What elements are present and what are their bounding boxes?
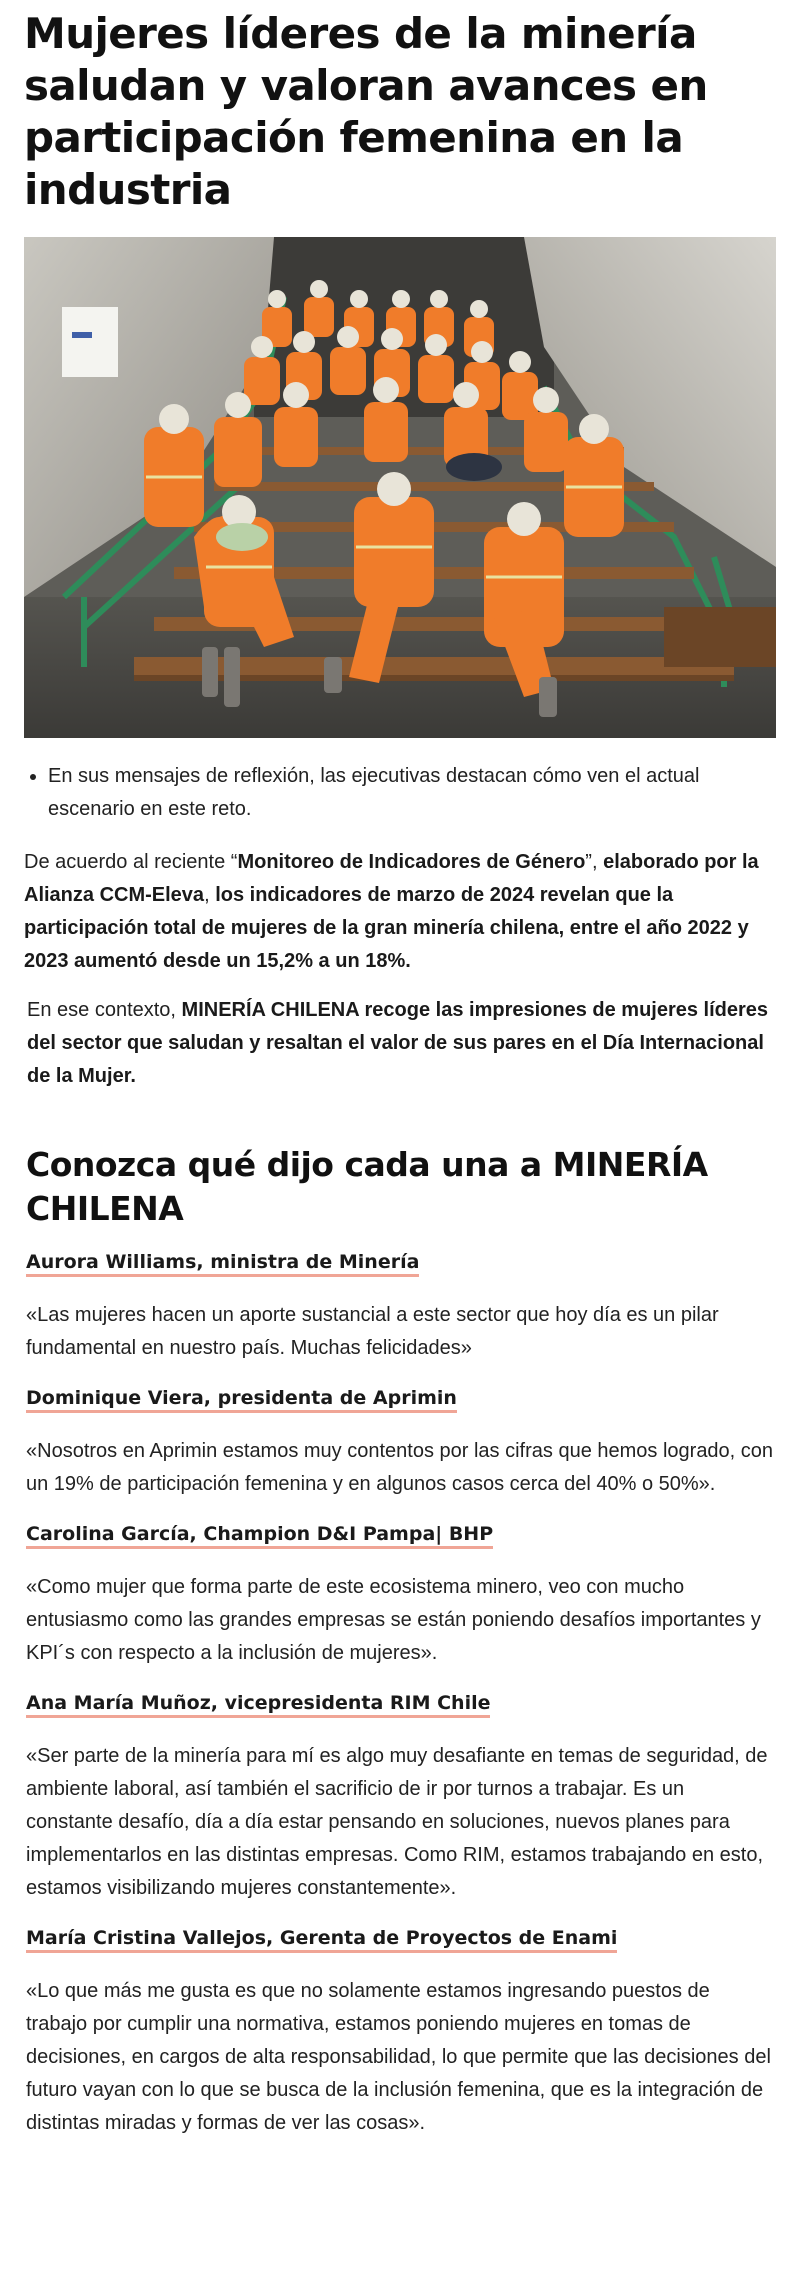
testimonials	[24, 1247, 776, 2140]
testimonial-speaker	[26, 1247, 776, 1277]
testimonial	[24, 1688, 776, 1905]
intro-text: ”,	[585, 851, 604, 873]
testimonial	[24, 1519, 776, 1670]
hero-image	[24, 237, 776, 738]
speaker-name: Carolina García, Champion D&I Pampa| BHP	[26, 1523, 493, 1549]
context-text: En ese contexto,	[27, 999, 182, 1021]
summary-bullet: • En sus mensajes de reflexión, las ejecutivas destacan cómo ven el actual escenario en este reto.	[48, 760, 776, 826]
testimonial-quote: «Lo que más me gusta es que no solamente estamos ingresando puestos de trabajo por cumplir una normativa, estamos poniendo mujeres en tomas de decisiones, en cargos de alta responsabilidad, lo que permite que las decisiones del futuro vayan con lo que se busca de la inclusión femenina, que es la integración de distintas miradas y formas de ver las cosas».	[26, 1980, 771, 2134]
intro-bold-findings: los indicadores de marzo de 2024 revelan que la participación total de mujeres de la gran minería chilena, entre el año 2022 y 2023 aumentó desde un 15,2% a un 18%.	[24, 884, 749, 972]
speaker-name: Ana María Muñoz, vicepresidenta RIM Chile	[26, 1692, 490, 1718]
testimonial-speaker	[26, 1383, 776, 1413]
summary-bullets	[24, 760, 776, 826]
testimonial	[24, 1923, 776, 2140]
intro-bold-author: elaborado por la Alianza CCM-Eleva	[24, 851, 759, 906]
intro-paragraph	[24, 846, 776, 978]
testimonial-speaker	[26, 1688, 776, 1718]
testimonial	[24, 1383, 776, 1501]
testimonial	[24, 1247, 776, 1365]
article-headline: Mujeres líderes de la minería saludan y valoran avances en participación femenina en la industria	[24, 9, 708, 214]
testimonial-speaker	[26, 1923, 776, 1953]
testimonial-quote: «Como mujer que forma parte de este ecosistema minero, veo con mucho entusiasmo como las grandes empresas se están poniendo desafíos importantes y KPI´s con respecto a la inclusión de mujeres».	[26, 1576, 761, 1664]
testimonial-quote: «Las mujeres hacen un aporte sustancial a este sector que hoy día es un pilar fundamental en nuestro país. Muchas felicidades»	[26, 1304, 719, 1359]
speaker-name: Aurora Williams, ministra de Minería	[26, 1251, 419, 1277]
context-paragraph	[24, 994, 776, 1093]
intro-bold-report: Monitoreo de Indicadores de Género	[237, 851, 586, 873]
context-bold: MINERÍA CHILENA recoge las impresiones de mujeres líderes del sector que saludan y resaltan el valor de sus pares en el Día Internacional de la Mujer.	[27, 999, 769, 1087]
testimonial-quote: «Ser parte de la minería para mí es algo muy desafiante en temas de seguridad, de ambiente laboral, así también el sacrificio de ir por turnos a trabajar. Es un constante desafío, día a día estar pensando en soluciones, nuevos planes para implementarlos en las distintas empresas. Como RIM, estamos trabajando en esto, estamos visibilizando mujeres constantemente».	[26, 1745, 768, 1899]
speaker-name: María Cristina Vallejos, Gerenta de Proyectos de Enami	[26, 1927, 617, 1953]
intro-text: De acuerdo al reciente “	[24, 851, 238, 873]
testimonial-speaker	[26, 1519, 776, 1549]
photo-group-women-miners-icon	[24, 237, 776, 738]
speaker-name: Dominique Viera, presidenta de Aprimin	[26, 1387, 457, 1413]
intro-text: ,	[204, 884, 216, 906]
section-title: Conozca qué dijo cada una a MINERÍA CHILENA	[26, 1145, 708, 1228]
testimonial-quote: «Nosotros en Aprimin estamos muy contentos por las cifras que hemos logrado, con un 19% de participación femenina y en algunos casos cerca del 40% o 50%».	[26, 1440, 774, 1495]
